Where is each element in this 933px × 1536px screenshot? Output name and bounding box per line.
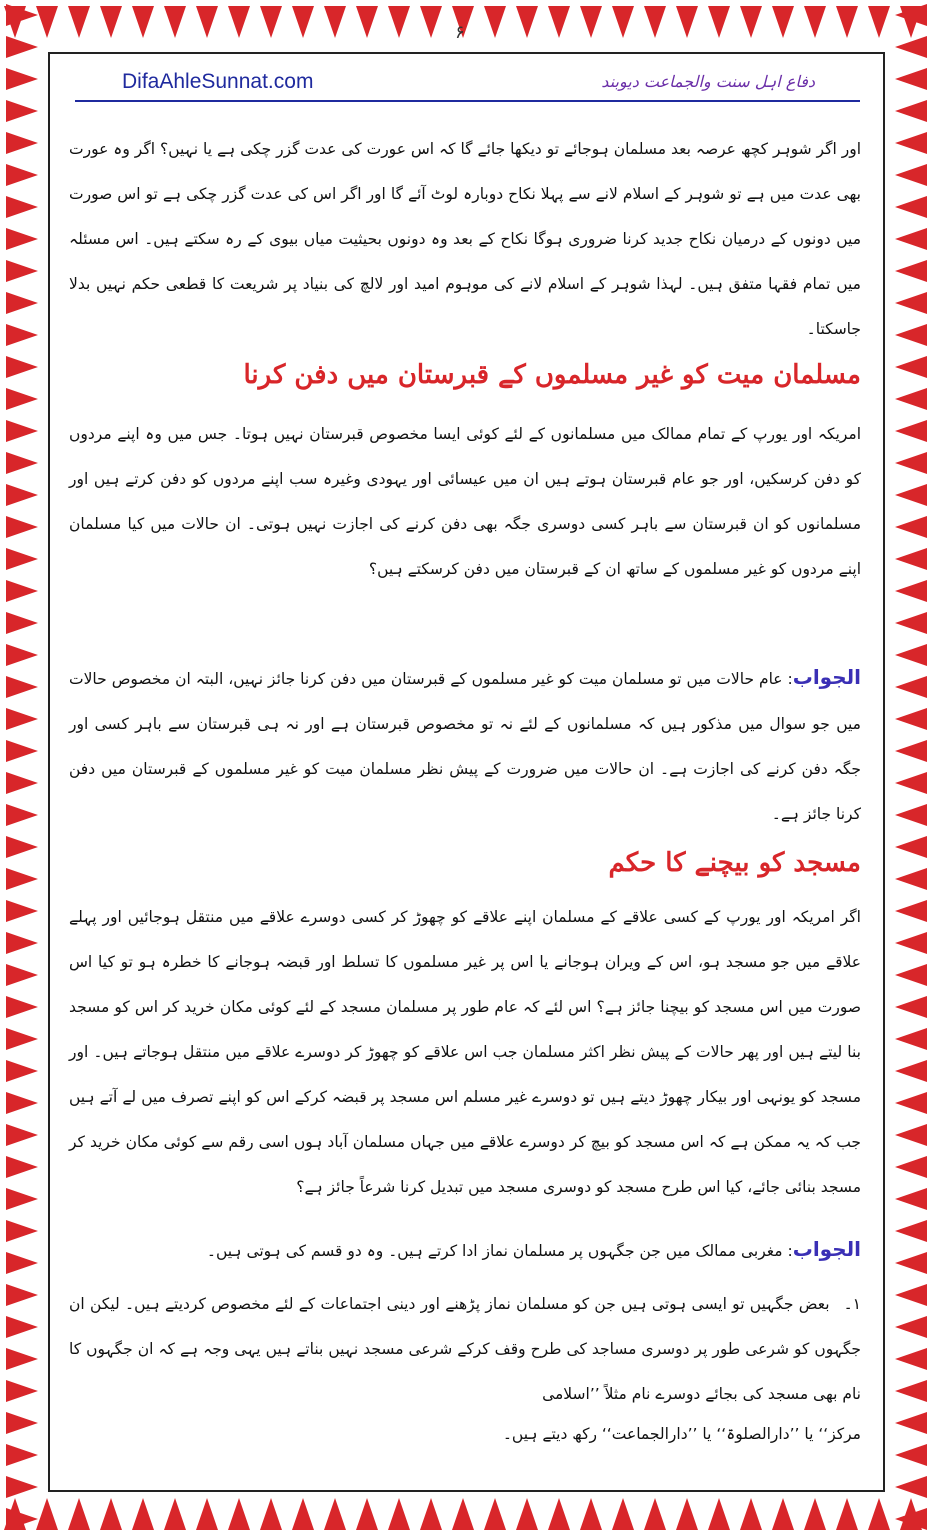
border-triangle: [895, 196, 927, 218]
border-triangle: [6, 484, 38, 506]
border-triangle: [895, 1476, 927, 1498]
border-triangle: [68, 6, 90, 38]
answer-2-text: : مغربی ممالک میں جن جگہوں پر مسلمان نماز ادا کرتے ہیں۔ وہ دو قسم کی ہوتی ہیں۔: [206, 1242, 793, 1260]
border-triangle: [895, 1508, 927, 1530]
border-triangle: [895, 1412, 927, 1434]
border-triangle: [228, 6, 250, 38]
border-triangle: [895, 612, 927, 634]
border-triangle: [895, 4, 927, 26]
border-triangle: [6, 1060, 38, 1082]
border-triangle: [6, 1316, 38, 1338]
border-triangle: [100, 6, 122, 38]
border-triangle: [6, 324, 38, 346]
border-triangle: [6, 1188, 38, 1210]
border-triangle: [6, 1124, 38, 1146]
border-triangle: [895, 1124, 927, 1146]
border-triangle: [836, 1498, 858, 1530]
border-triangle: [895, 900, 927, 922]
border-triangle: [6, 356, 38, 378]
border-triangle: [895, 836, 927, 858]
border-triangle: [6, 1444, 38, 1466]
border-triangle: [420, 1498, 442, 1530]
site-url[interactable]: DifaAhleSunnat.com: [122, 70, 314, 93]
border-triangle: [6, 1156, 38, 1178]
border-triangle: [676, 1498, 698, 1530]
border-triangle: [895, 548, 927, 570]
border-triangle: [164, 1498, 186, 1530]
border-triangle: [772, 6, 794, 38]
border-triangle: [895, 420, 927, 442]
border-triangle: [6, 548, 38, 570]
border-triangle: [836, 6, 858, 38]
border-triangle: [196, 1498, 218, 1530]
border-triangle: [388, 6, 410, 38]
border-triangle: [6, 708, 38, 730]
border-triangle: [132, 6, 154, 38]
border-triangle: [895, 228, 927, 250]
paragraph-1: اور اگر شوہر کچھ عرصہ بعد مسلمان ہوجائے تو دیکھا جائے گا کہ اس عورت کی عدت گزر چکی ہے یا نہیں؟ اگر وہ عورت بھی عدت میں ہے تو شوہر کے اسلام لانے سے پہلا نکاح دوبارہ لوٹ آئے گا اور اگر اس کی عدت گزر چکی ہے تو اس صورت میں دونوں کے درمیان نکاح جدید کرنا ضروری ہوگا نکاح کے بعد وہ دونوں بحیثیت میاں بیوی کے رہ سکتے ہیں۔ اس مسئلہ میں تمام فقہا متفق ہیں۔ لہذا شوہر کے اسلام لانے کی موہوم امید اور لالچ کی بنیاد پر شریعت کا قطعی حکم نہیں بدلا جاسکتا۔: [69, 140, 861, 338]
border-triangle: [6, 932, 38, 954]
border-triangle: [612, 1498, 634, 1530]
border-triangle: [580, 1498, 602, 1530]
border-triangle: [895, 484, 927, 506]
answer-label-2: الجواب: [792, 1237, 861, 1261]
border-triangle: [260, 6, 282, 38]
border-triangle: [895, 868, 927, 890]
border-triangle: [6, 452, 38, 474]
border-triangle: [868, 6, 890, 38]
header-rule: [75, 100, 860, 102]
border-triangle: [6, 1028, 38, 1050]
heading-mosque: مسجد کو بیچنے کا حکم: [608, 848, 861, 878]
border-triangle: [6, 1284, 38, 1306]
question-1: امریکہ اور یورپ کے تمام ممالک میں مسلمانوں کے لئے کوئی ایسا مخصوص قبرستان نہیں ہوتا۔ جس میں وہ اپنے مردوں کو دفن کرسکیں، اور جو عام قبرستان ہوتے ہیں ان میں عیسائی اور یہودی وغیرہ سب اپنے مردوں کو دفن کرتے ہیں اور مسلمانوں کو ان قبرستان سے باہر کسی دوسری جگہ بھی دفن کرنے کی اجازت نہیں ہوتی۔ ان حالات میں کیا مسلمان اپنے مردوں کو غیر مسلموں کے ساتھ ان کے قبرستان میں دفن کرسکتے ہیں؟: [69, 425, 861, 578]
border-triangle: [895, 164, 927, 186]
border-triangle: [895, 452, 927, 474]
border-triangle: [895, 1348, 927, 1370]
border-triangle: [6, 996, 38, 1018]
border-triangle: [6, 644, 38, 666]
border-right: [889, 0, 933, 1536]
border-triangle: [740, 6, 762, 38]
border-triangle: [6, 1220, 38, 1242]
answer-2: [69, 1227, 861, 1274]
border-triangle: [895, 1252, 927, 1274]
border-bottom: [0, 1492, 933, 1536]
border-triangle: [772, 1498, 794, 1530]
border-triangle: [6, 740, 38, 762]
border-triangle: [484, 1498, 506, 1530]
border-triangle: [6, 1476, 38, 1498]
border-triangle: [6, 836, 38, 858]
border-triangle: [6, 36, 38, 58]
border-triangle: [895, 132, 927, 154]
border-triangle: [484, 6, 506, 38]
point-1-continued: مرکز‘‘ یا ’’دارالصلوۃ‘‘ یا ’’دارالجماعت‘‘ رکھ دیتے ہیں۔: [502, 1425, 861, 1443]
border-triangle: [6, 164, 38, 186]
border-triangle: [356, 6, 378, 38]
border-triangle: [132, 1498, 154, 1530]
border-triangle: [420, 6, 442, 38]
border-triangle: [895, 324, 927, 346]
border-triangle: [292, 6, 314, 38]
border-triangle: [895, 708, 927, 730]
border-triangle: [100, 1498, 122, 1530]
border-triangle: [895, 676, 927, 698]
border-triangle: [292, 1498, 314, 1530]
border-top: [0, 0, 933, 44]
border-triangle: [895, 1060, 927, 1082]
border-triangle: [895, 1188, 927, 1210]
border-triangle: [6, 964, 38, 986]
border-triangle: [612, 6, 634, 38]
border-triangle: [6, 132, 38, 154]
border-triangle: [6, 388, 38, 410]
border-triangle: [548, 1498, 570, 1530]
border-triangle: [895, 740, 927, 762]
border-triangle: [6, 68, 38, 90]
border-triangle: [895, 1444, 927, 1466]
border-triangle: [895, 1028, 927, 1050]
border-triangle: [895, 644, 927, 666]
border-triangle: [6, 1092, 38, 1114]
header-title: دفاع اہل سنت والجماعت دیوبند: [601, 72, 815, 91]
border-triangle: [164, 6, 186, 38]
question-2: اگر امریکہ اور یورپ کے کسی علاقے کے مسلمان اپنے علاقے کو چھوڑ کر کسی دوسرے علاقے میں منتقل ہوجائیں اور پہلے علاقے میں جو مسجد ہو، اس کے ویران ہوجانے یا اس پر غیر مسلموں کا تسلط اور قبضہ ہوجانے کا خطرہ ہو تو کیا اس صورت میں اس مسجد کو بیچنا جائز ہے؟ اس لئے کہ عام طور پر مسلمان مسجد کے لئے کوئی مکان خرید کر اس کو مسجد بنا لیتے ہیں اور پھر حالات کے پیش نظر اکثر مسلمان جب اس علاقے کو چھوڑ کر دوسرے علاقے میں منتقل ہوجاتے ہیں۔ اور مسجد کو یونہی اور بیکار چھوڑ دیتے ہیں تو دوسرے غیر مسلم اس مسجد پر قبضہ کرکے اس کو اپنے تصرف میں لے آتے ہیں جب کہ یہ ممکن ہے کہ اس مسجد کو بیچ کر دوسرے علاقے میں جہاں مسلمان آباد ہوں اسی رقم سے کوئی مکان خرید کر مسجد بنائی جائے، کیا اس طرح مسجد کو دوسری مسجد میں تبدیل کرنا شرعاً جائز ہے؟: [69, 908, 862, 1196]
border-triangle: [895, 772, 927, 794]
border-triangle: [708, 6, 730, 38]
answer-1-text: : عام حالات میں تو مسلمان میت کو غیر مسلموں کے قبرستان میں دفن کرنا جائز نہیں، البتہ ان مخصوص حالات میں جو سوال میں مذکور ہیں کہ مسلمانوں کے لئے نہ تو مخصوص قبرستان ہے اور نہ ہی قبرستان سے باہر کسی اور جگہ دفن کرنے کی اجازت ہے۔ ان حالات میں ضرورت کے پیش نظر مسلمان میت کو غیر مسلموں کے قبرستان میں دفن کرنا جائز ہے۔: [69, 670, 861, 823]
border-triangle: [895, 1316, 927, 1338]
border-triangle: [895, 356, 927, 378]
border-triangle: [895, 292, 927, 314]
border-triangle: [6, 4, 38, 26]
border-triangle: [895, 36, 927, 58]
border-triangle: [895, 964, 927, 986]
answer-1: [69, 655, 861, 837]
border-triangle: [804, 1498, 826, 1530]
border-triangle: [895, 932, 927, 954]
border-triangle: [6, 260, 38, 282]
border-triangle: [228, 1498, 250, 1530]
border-triangle: [6, 196, 38, 218]
border-triangle: [676, 6, 698, 38]
border-triangle: [356, 1498, 378, 1530]
border-triangle: [804, 6, 826, 38]
border-triangle: [6, 292, 38, 314]
point-1: [69, 1282, 861, 1417]
border-triangle: [895, 388, 927, 410]
heading-burial: مسلمان میت کو غیر مسلموں کے قبرستان میں دفن کرنا: [243, 360, 861, 390]
border-triangle: [6, 772, 38, 794]
border-triangle: [895, 100, 927, 122]
point-1-number: ۱۔: [843, 1295, 861, 1313]
border-triangle: [895, 260, 927, 282]
border-triangle: [6, 868, 38, 890]
border-triangle: [6, 1412, 38, 1434]
border-triangle: [516, 6, 538, 38]
border-triangle: [324, 1498, 346, 1530]
border-triangle: [6, 612, 38, 634]
border-triangle: [895, 804, 927, 826]
border-triangle: [6, 1380, 38, 1402]
border-triangle: [68, 1498, 90, 1530]
border-triangle: [6, 1252, 38, 1274]
border-triangle: [6, 516, 38, 538]
border-triangle: [6, 420, 38, 442]
border-triangle: [6, 1348, 38, 1370]
border-triangle: [6, 1508, 38, 1530]
border-triangle: [388, 1498, 410, 1530]
border-triangle: [740, 1498, 762, 1530]
border-triangle: [6, 900, 38, 922]
border-triangle: [260, 1498, 282, 1530]
border-triangle: [580, 6, 602, 38]
border-triangle: [895, 516, 927, 538]
border-triangle: [6, 676, 38, 698]
border-triangle: [6, 804, 38, 826]
border-triangle: [548, 6, 570, 38]
border-triangle: [895, 1380, 927, 1402]
border-triangle: [895, 1220, 927, 1242]
border-triangle: [895, 580, 927, 602]
point-1-text: بعض جگہیں تو ایسی ہوتی ہیں جن کو مسلمان نماز پڑھنے اور دینی اجتماعات کے لئے مخصوص کردیتے ہیں۔ لیکن ان جگہوں کو شرعی طور پر دوسری مساجد کی طرح وقف کرکے شرعی مسجد نہیں بناتے ہیں یہی وجہ ہے کہ ان جگہوں کا نام بھی مسجد کی بجائے دوسرے نام مثلاً ’’اسلامی: [69, 1295, 861, 1403]
border-triangle: [895, 68, 927, 90]
border-triangle: [708, 1498, 730, 1530]
border-triangle: [452, 1498, 474, 1530]
border-triangle: [895, 1284, 927, 1306]
border-triangle: [895, 1156, 927, 1178]
border-triangle: [6, 580, 38, 602]
border-triangle: [196, 6, 218, 38]
border-triangle: [644, 6, 666, 38]
answer-label: الجواب: [792, 665, 861, 689]
border-triangle: [868, 1498, 890, 1530]
border-left: [0, 0, 44, 1536]
page-number: ۶: [455, 22, 465, 43]
border-triangle: [6, 100, 38, 122]
border-triangle: [644, 1498, 666, 1530]
border-triangle: [895, 1092, 927, 1114]
border-triangle: [895, 996, 927, 1018]
border-triangle: [516, 1498, 538, 1530]
border-triangle: [6, 228, 38, 250]
border-triangle: [324, 6, 346, 38]
